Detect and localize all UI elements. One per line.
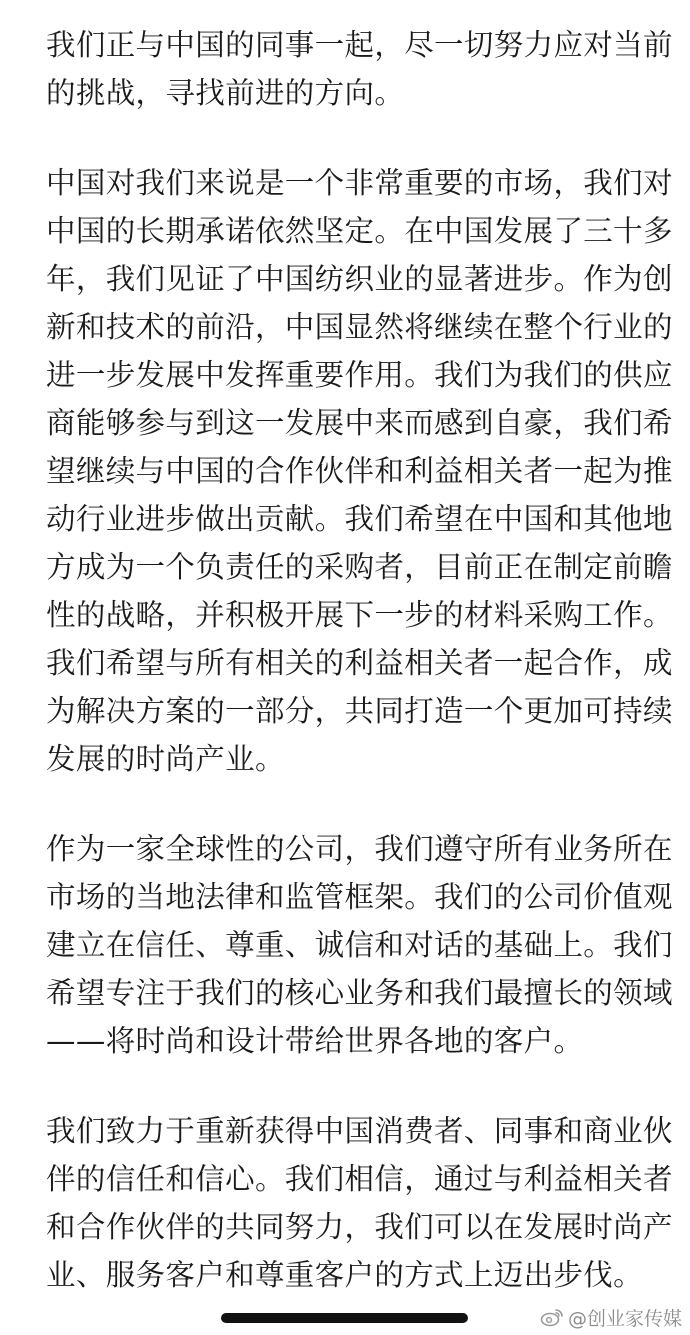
text-line: 性的战略，并积极开展下一步的材料采购工作。 [46, 598, 673, 632]
text-line: 望继续与中国的合作伙伴和利益相关者一起为推 [46, 454, 673, 488]
weibo-watermark [540, 1303, 682, 1331]
weibo-icon [540, 1307, 564, 1327]
text-line: 希望专注于我们的核心业务和我们最擅长的领域 [46, 976, 673, 1010]
text-line: 发展的时尚产业。 [46, 742, 285, 776]
paragraph-1 [46, 21, 673, 117]
text-line: 新和技术的前沿，中国显然将继续在整个行业的 [46, 310, 673, 344]
text-line: 建立在信任、尊重、诚信和对话的基础上。我们 [46, 928, 673, 962]
paragraph-3 [46, 825, 673, 1065]
watermark-text: @创业家传媒 [567, 1307, 682, 1330]
text-line: 年，我们见证了中国纺织业的显著进步。作为创 [46, 262, 673, 296]
paragraph-gap [46, 117, 654, 159]
text-line: 中国的长期承诺依然坚定。在中国发展了三十多 [46, 214, 673, 248]
text-line: 商能够参与到这一发展中来而感到自豪，我们希 [46, 406, 673, 440]
text-line: 方成为一个负责任的采购者，目前正在制定前瞻 [46, 550, 673, 584]
text-line: 我们希望与所有相关的利益相关者一起合作，成 [46, 646, 673, 680]
text-line: 的挑战，寻找前进的方向。 [46, 76, 405, 110]
text-line: 我们正与中国的同事一起，尽一切努力应对当前 [46, 28, 673, 62]
text-line: 业、服务客户和尊重客户的方式上迈出步伐。 [46, 1258, 644, 1292]
text-line: 市场的当地法律和监管框架。我们的公司价值观 [46, 880, 673, 914]
paragraph-4 [46, 1107, 673, 1299]
paragraph-gap [46, 1065, 654, 1107]
text-line: 进一步发展中发挥重要作用。我们为我们的供应 [46, 358, 673, 392]
paragraph-gap [46, 783, 654, 825]
text-line: 伴的信任和信心。我们相信，通过与利益相关者 [46, 1162, 673, 1196]
text-line: 作为一家全球性的公司，我们遵守所有业务所在 [46, 832, 673, 866]
paragraph-2 [46, 159, 673, 783]
text-line: 中国对我们来说是一个非常重要的市场，我们对 [46, 166, 673, 200]
text-line: 动行业进步做出贡献。我们希望在中国和其他地 [46, 502, 673, 536]
text-line: 我们致力于重新获得中国消费者、同事和商业伙 [46, 1114, 673, 1148]
text-line: ——将时尚和设计带给世界各地的客户。 [46, 1024, 584, 1058]
home-indicator[interactable] [221, 1313, 468, 1323]
text-line: 为解决方案的一部分，共同打造一个更加可持续 [46, 694, 673, 728]
article-body [46, 21, 673, 1299]
text-line: 和合作伙伴的共同努力，我们可以在发展时尚产 [46, 1210, 673, 1244]
